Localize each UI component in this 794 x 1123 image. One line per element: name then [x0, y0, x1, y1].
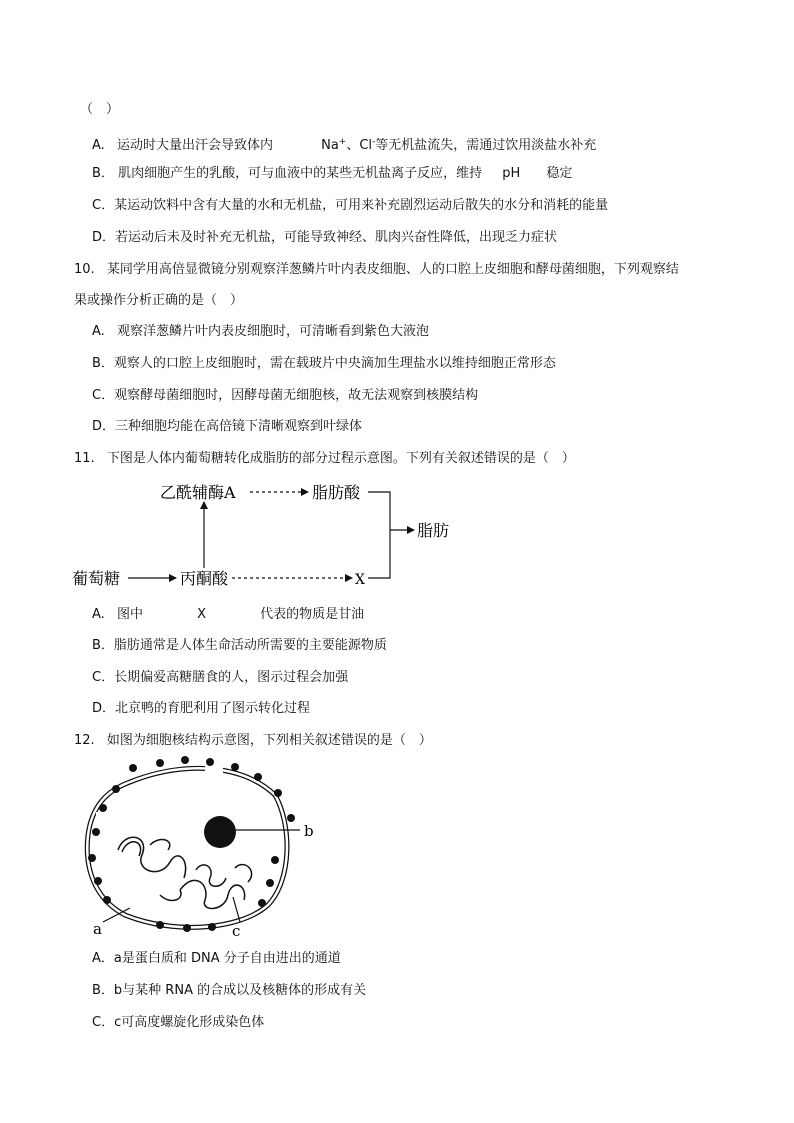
question-stem: 如图为细胞核结构示意图，下列相关叙述错误的是（ ）	[106, 733, 432, 748]
glucose-label: 葡萄糖	[72, 569, 121, 588]
pyruvate-label: 丙酮酸	[180, 569, 229, 588]
option-text: 观察人的口腔上皮细胞时，需在载玻片中央滴加生理盐水以维持细胞正常形态	[113, 356, 556, 371]
q11-option-b	[92, 637, 387, 655]
q11-option-d	[92, 700, 310, 718]
option-text-tail: 等无机盐流失，需通过饮用淡盐水补充	[375, 138, 597, 153]
option-label: A.	[92, 324, 105, 339]
q9-stem-tail: （ ）	[80, 102, 120, 117]
option-text: 观察酵母菌细胞时，因酵母菌无细胞核，故无法观察到核膜结构	[114, 388, 479, 403]
option-label: D．	[92, 701, 116, 716]
q12-stem	[74, 732, 432, 750]
fatty-acid-label: 脂肪酸	[312, 483, 361, 502]
option-text: a是蛋白质和 DNA 分子自由进出的通道	[113, 951, 341, 966]
question-number: 11.	[74, 451, 95, 466]
question-number: 12.	[74, 733, 95, 748]
sodium-ion: Na+	[321, 137, 347, 153]
chromatin	[118, 837, 252, 908]
ph-term: pH	[502, 166, 521, 181]
label-c-pointer	[233, 897, 240, 922]
option-label: C．	[92, 388, 115, 403]
nuclear-pore-gap	[96, 812, 104, 830]
fat-label: 脂肪	[417, 521, 450, 540]
nuclear-pore-gap	[205, 765, 223, 773]
option-text: 运动时大量出汗会导致体内	[116, 138, 273, 153]
q12-nucleus-diagram	[87, 756, 313, 940]
option-text: 观察洋葱鳞片叶内表皮细胞时，可清晰看到紫色大液泡	[116, 324, 429, 339]
option-label: C．	[92, 1015, 115, 1030]
option-label: C．	[92, 670, 115, 685]
q12-option-c	[92, 1014, 264, 1032]
question-stem: 某同学用高倍显微镜分别观察洋葱鳞片叶内表皮细胞、人的口腔上皮细胞和酵母菌细胞，下列观察结	[106, 262, 679, 277]
option-label: D．	[92, 419, 116, 434]
option-label: B．	[92, 983, 114, 998]
q12-option-a	[92, 950, 341, 968]
option-text-tail: 代表的物质是甘油	[260, 607, 365, 622]
option-text: 脂肪通常是人体生命活动所需要的主要能源物质	[113, 638, 387, 653]
option-label: B．	[92, 356, 114, 371]
option-text: 图中	[116, 607, 143, 622]
option-label: A.	[92, 138, 105, 153]
nuclear-pore-gap	[262, 835, 270, 853]
merge-bracket	[368, 492, 390, 578]
option-text: c可高度螺旋化形成染色体	[114, 1015, 265, 1030]
option-label: D．	[92, 230, 116, 245]
question-stem: 下图是人体内葡萄糖转化成脂肪的部分过程示意图。下列有关叙述错误的是（ ）	[106, 451, 575, 466]
q11-option-c	[92, 669, 348, 687]
nuclear-pore-gap	[132, 903, 152, 911]
label-b: b	[304, 822, 314, 840]
label-c: c	[232, 922, 241, 940]
x-term: X	[197, 607, 206, 622]
nucleolus	[204, 816, 236, 848]
option-label: B．	[92, 638, 114, 653]
option-text: 北京鸭的育肥利用了图示转化过程	[115, 701, 311, 716]
acetyl-coa-label: 乙酰辅酶A	[160, 483, 236, 502]
option-text-tail: 稳定	[546, 166, 573, 181]
option-label: A．	[92, 951, 114, 966]
option-text: 三种细胞均能在高倍镜下清晰观察到叶绿体	[115, 419, 363, 434]
label-a: a	[93, 920, 102, 938]
option-text: 若运动后未及时补充无机盐，可能导致神经、肌肉兴奋性降低，出现乏力症状	[115, 230, 558, 245]
option-text: 某运动饮料中含有大量的水和无机盐，可用来补充剧烈运动后散失的水分和消耗的能量	[114, 198, 609, 213]
chloride-ion: 、Cl-	[346, 137, 376, 153]
option-text: 长期偏爱高糖膳食的人，图示过程会加强	[114, 670, 349, 685]
option-label: C．	[92, 198, 115, 213]
option-label: A.	[92, 607, 105, 622]
q11-option-a	[92, 606, 364, 624]
option-text: b与某种 RNA 的合成以及核糖体的形成有关	[113, 983, 367, 998]
q10-stem-cont: 果或操作分析正确的是（ ）	[74, 293, 244, 308]
option-text: 肌肉细胞产生的乳酸，可与血液中的某些无机盐离子反应，维持	[118, 166, 483, 181]
q12-option-b	[92, 982, 366, 1000]
question-number: 10.	[74, 262, 95, 277]
option-label: B．	[92, 166, 114, 181]
x-label: X	[355, 572, 365, 588]
